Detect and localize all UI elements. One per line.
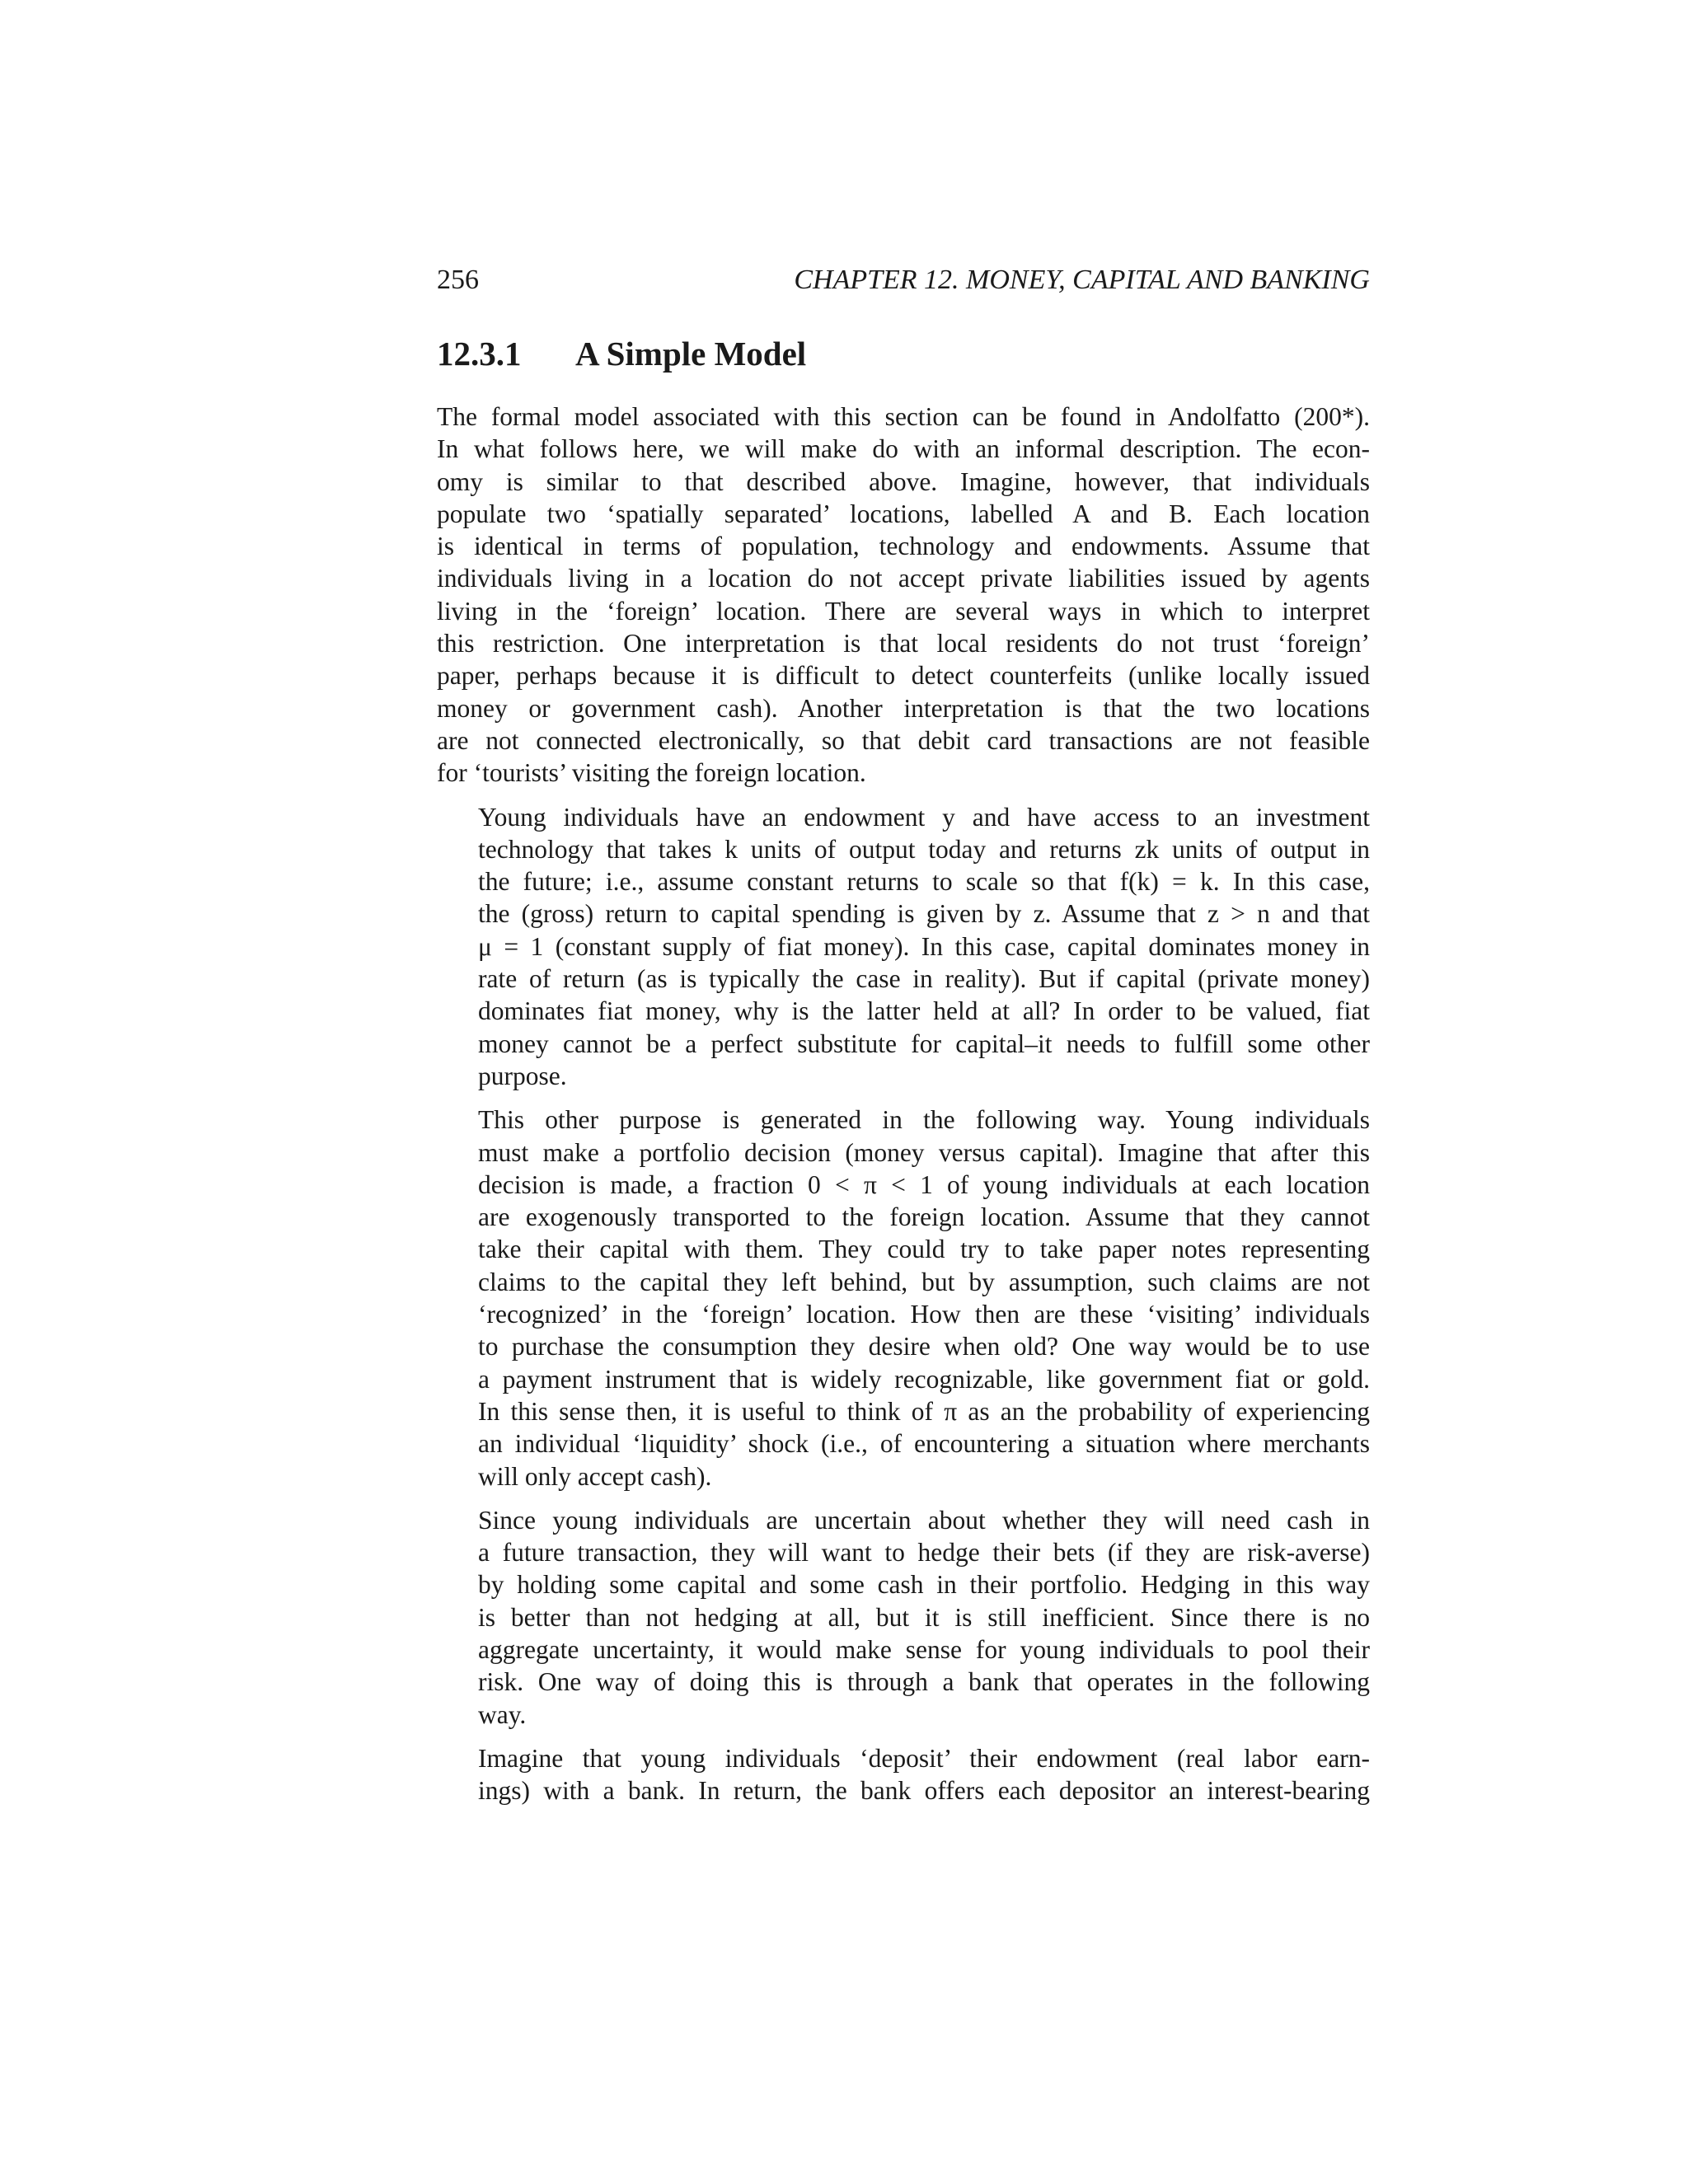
text-line: an individual ‘liquidity’ shock (i.e., of encountering a situation where merchants <box>478 1429 1370 1459</box>
text-line: for ‘tourists’ visiting the foreign location. <box>437 758 866 788</box>
section-title: A Simple Model <box>575 335 807 373</box>
text-line: living in the ‘foreign’ location. There are several ways in which to interpret <box>437 596 1370 626</box>
paragraph <box>437 1104 1370 1493</box>
paragraph <box>437 1504 1370 1731</box>
text-line: this restriction. One interpretation is that local residents do not trust ‘foreign’ <box>437 629 1370 658</box>
text-line: claims to the capital they left behind, but by assumption, such claims are not <box>478 1267 1370 1296</box>
text-line: ‘recognized’ in the ‘foreign’ location. How then are these ‘visiting’ individuals <box>478 1300 1370 1329</box>
text-line: This other purpose is generated in the following way. Young individuals <box>478 1105 1370 1135</box>
text-line: individuals living in a location do not accept private liabilities issued by agents <box>437 564 1370 593</box>
page-number: 256 <box>437 265 479 295</box>
text-line: In this sense then, it is useful to think of π as an the probability of experiencing <box>478 1396 1370 1426</box>
text-line: money cannot be a perfect substitute for capital–it needs to fulfill some other <box>478 1029 1370 1058</box>
text-line: is better than not hedging at all, but it is still inefficient. Since there is no <box>478 1602 1370 1632</box>
text-line: risk. One way of doing this is through a bank that operates in the following <box>478 1667 1370 1697</box>
text-line: aggregate uncertainty, it would make sense for young individuals to pool their <box>478 1634 1370 1664</box>
text-line: paper, perhaps because it is difficult to detect counterfeits (unlike locally issued <box>437 661 1370 691</box>
text-line: Since young individuals are uncertain about whether they will need cash in <box>478 1505 1370 1535</box>
text-line: are not connected electronically, so that debit card transactions are not feasible <box>437 725 1370 755</box>
section-heading <box>437 332 1370 375</box>
paragraph <box>437 801 1370 1093</box>
text-line: the future; i.e., assume constant returns to scale so that f(k) = k. In this case, <box>478 867 1370 897</box>
body-text <box>437 376 1370 1807</box>
chapter-title: CHAPTER 12. MONEY, CAPITAL AND BANKING <box>794 265 1370 295</box>
text-line: μ = 1 (constant supply of fiat money). In this case, capital dominates money in <box>478 931 1370 961</box>
text-line: technology that takes k units of output today and returns zk units of output in <box>478 834 1370 864</box>
text-line: to purchase the consumption they desire when old? One way would be to use <box>478 1332 1370 1361</box>
text-line: In what follows here, we will make do with an informal description. The econ- <box>437 434 1370 464</box>
paragraph <box>437 1742 1370 1807</box>
text-line: Young individuals have an endowment y and have access to an investment <box>478 802 1370 832</box>
text-line: the (gross) return to capital spending is given by z. Assume that z > n and that <box>478 899 1370 929</box>
text-line: are exogenously transported to the foreign location. Assume that they cannot <box>478 1202 1370 1232</box>
text-line: The formal model associated with this section can be found in Andolfatto (200*). <box>437 402 1370 431</box>
text-line: populate two ‘spatially separated’ locations, labelled A and B. Each location <box>437 499 1370 528</box>
text-line: decision is made, a fraction 0 < π < 1 of young individuals at each location <box>478 1169 1370 1199</box>
paragraph <box>437 401 1370 790</box>
text-line: a payment instrument that is widely recognizable, like government fiat or gold. <box>478 1364 1370 1394</box>
text-line: must make a portfolio decision (money versus capital). Imagine that after this <box>478 1137 1370 1167</box>
section-number: 12.3.1 <box>437 335 522 373</box>
text-line: purpose. <box>478 1061 567 1090</box>
text-line: way. <box>478 1699 527 1729</box>
text-line: take their capital with them. They could try to take paper notes representing <box>478 1235 1370 1264</box>
text-line: a future transaction, they will want to hedge their bets (if they are risk-averse) <box>478 1538 1370 1568</box>
text-line: Imagine that young individuals ‘deposit’ their endowment (real labor earn- <box>478 1743 1370 1773</box>
text-line: omy is similar to that described above. Imagine, however, that individuals <box>437 466 1370 496</box>
text-line: is identical in terms of population, technology and endowments. Assume that <box>437 532 1370 561</box>
text-line: money or government cash). Another interpretation is that the two locations <box>437 693 1370 723</box>
text-line: dominates fiat money, why is the latter held at all? In order to be valued, fiat <box>478 996 1370 1026</box>
text-line: by holding some capital and some cash in their portfolio. Hedging in this way <box>478 1570 1370 1600</box>
running-head <box>437 262 1370 298</box>
text-line: rate of return (as is typically the case in reality). But if capital (private money) <box>478 964 1370 994</box>
text-line: ings) with a bank. In return, the bank offers each depositor an interest-bearing <box>478 1776 1370 1806</box>
text-line: will only accept cash). <box>478 1461 712 1491</box>
